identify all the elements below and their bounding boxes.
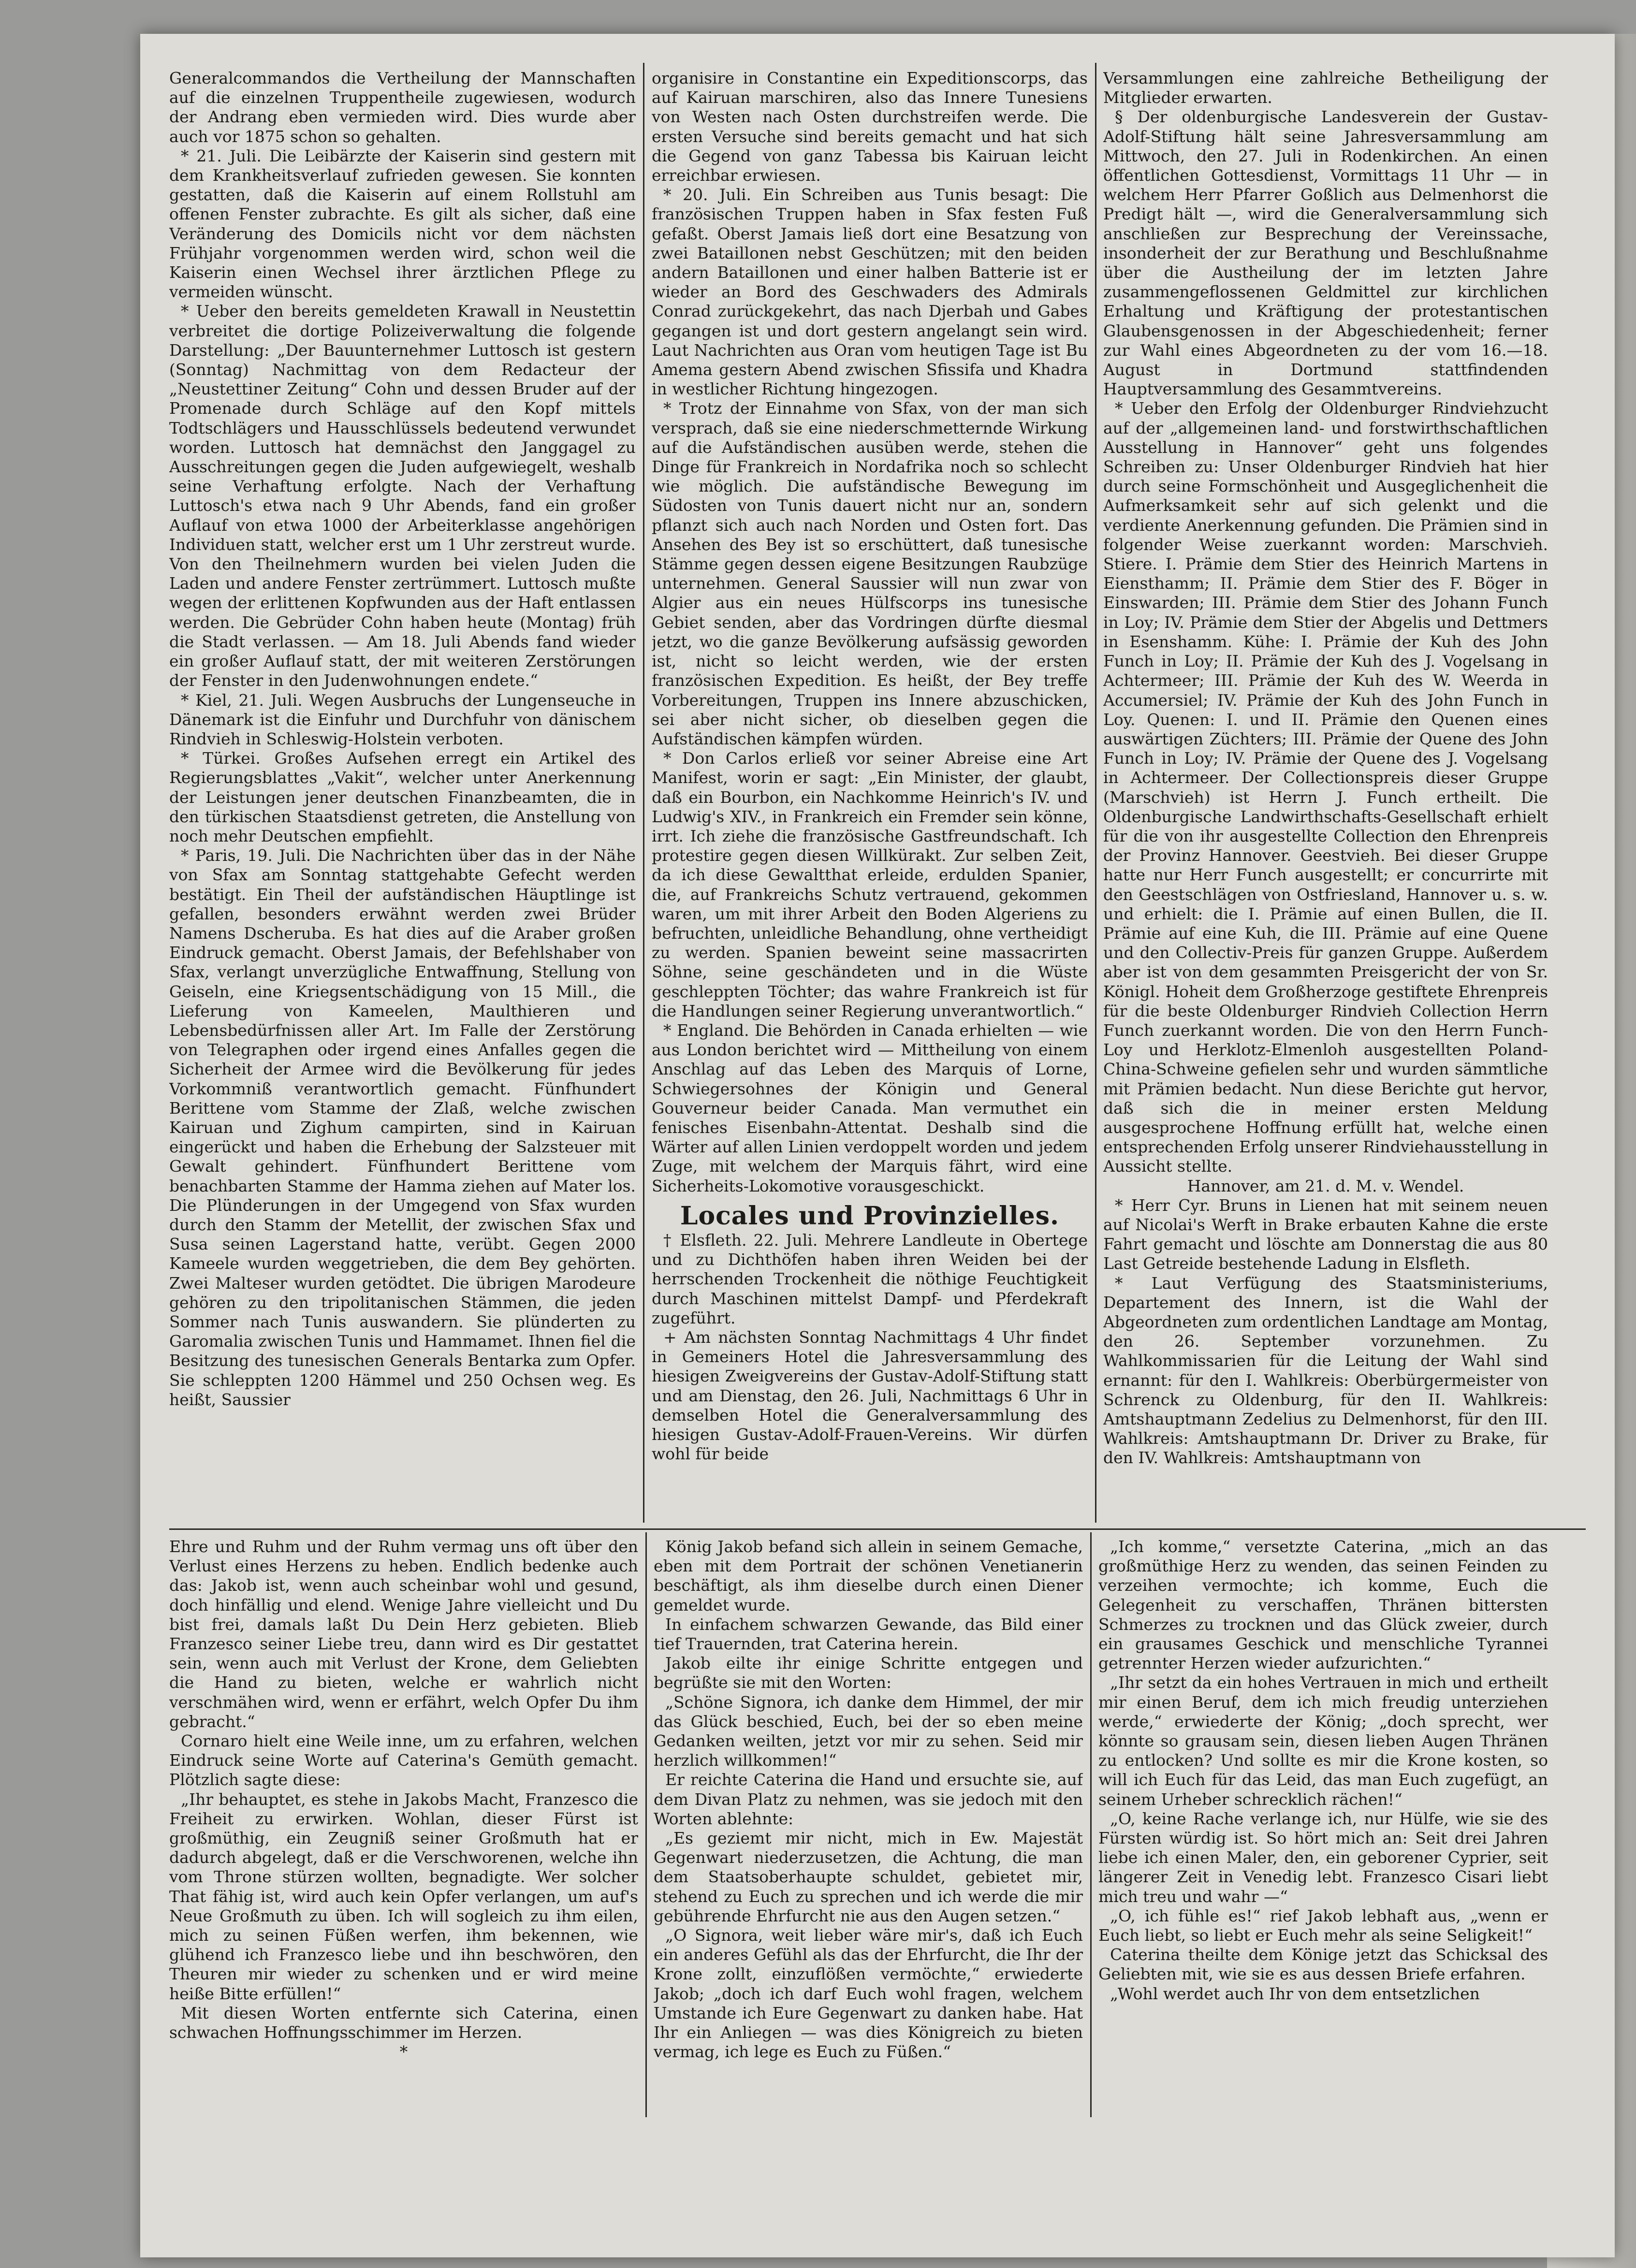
story-text: Ehre und Ruhm und der Ruhm vermag uns oft über den Verlust eines Herzens zu heben. Endlich bedenke auch das: Jakob ist, wenn auch scheinbar wohl und gesund, doch hinfällig und elend. Wenige Jahre vielleicht und Du bist frei, damals laßt Du Dein Herz gebieten. Blieb Franzesco seiner Liebe treu, dann wird es Dir gestattet sein, wenn auch mit Verlust der Krone, dem Geliebten die Hand zu bieten, welche er wahrlich nicht verschmähen wird, wenn er erfährt, welch Opfer Du ihm gebracht.“ xyxy=(169,1537,638,1731)
article-text: * Paris, 19. Juli. Die Nachrichten über das in der Nähe von Sfax am Sonntag stattgehabte Gefecht werden bestätigt. Ein Theil der aufständischen Häuptlinge ist gefallen, besonders erwähnt werden zwei Brüder Namens Dscheruba. Es hat dies auf die Araber großen Eindruck gemacht. Oberst Jamais, der Befehlshaber von Sfax, verlangt unverzügliche Entwaffnung, Stellung von Geiseln, eine Kriegsentschädigung von 15 Mill., die Lieferung von Kameelen, Maulthieren und Lebensbedürfnissen aller Art. Im Falle der Zerstörung von Telegraphen oder irgend eines Anfalles gegen die Sicherheit der Armee wird die Bevölkerung für jedes Vorkommniß verantwortlich gemacht. Fünfhundert Berittene vom Stamme der Zlaß, welche zwischen Kairuan und Zighum campirten, sind in Kairuan eingerückt und haben die Erhebung der Salzsteuer mit Gewalt gehindert. Fünfhundert Berittene vom benachbarten Stamme der Hamma ziehen auf Mater los. Die Plünderungen in der Umgegend von Sfax wurden durch den Stamm der Metellit, der zwischen Sfax und Susa seinen Lagerstand hatte, verübt. Gegen 2000 Kameele wurden weggetrieben, die dem Bey gehörten. Zwei Malteser wurden getödtet. Die übrigen Marodeure gehören zu den tripolitanischen Stämmen, die jeden Sommer nach Tunis auswandern. Sie plünderten zu Garomalia zwischen Tunis und Hammamet. Ihnen fiel die Besitzung des tunesischen Generals Bentarka zum Opfer. Sie schleppten 1200 Hämmel und 250 Ochsen weg. Es heißt, Saussier xyxy=(169,846,636,1409)
article-text: * 21. Juli. Die Leibärzte der Kaiserin sind gestern mit dem Krankheitsverlauf zufrieden gewesen. Sie konnten gestatten, daß die Kaiserin auf einem Rollstuhl am offenen Fenster zubrachte. Es gilt als sicher, daß eine Veränderung des Domicils nicht vor dem nächsten Frühjahr vorgenommen werden wird, schon weil die Kaiserin einen Wechsel ihrer ärztlichen Pflege zu vermeiden wünscht. xyxy=(169,146,636,302)
column-rule xyxy=(1090,1532,1092,2117)
top-column-3 xyxy=(1103,69,1548,1526)
story-text: „Es geziemt mir nicht, mich in Ew. Majestät Gegenwart niederzusetzen, die Achtung, die man dem Staatsoberhaupte schuldet, gebietet mir, stehend zu Euch zu sprechen und ich werde die mir gebührende Ehrfurcht nie aus den Augen setzen.“ xyxy=(654,1829,1083,1925)
article-text: * Ueber den bereits gemeldeten Krawall in Neustettin verbreitet die dortige Polizeiverwaltung die folgende Darstellung: „Der Bauunternehmer Luttosch ist gestern (Sonntag) Nachmittag von dem Redacteur der „Neustettiner Zeitung“ Cohn und dessen Bruder auf der Promenade durch Schläge auf den Kopf mittels Todtschlägers und Hausschlüssels bedeutend verwundet worden. Luttosch hat demnächst den Janggagel zu Ausschreitungen gegen die Juden aufgewiegelt, weshalb seine Verhaftung erfolgte. Nach der Verhaftung Luttosch's etwa nach 9 Uhr Abends, fand ein großer Auflauf von etwa 1000 der Arbeiterklasse angehörigen Individuen statt, welcher erst um 1 Uhr zerstreut wurde. Von den Theilnehmern wurden bei vielen Juden die Laden und andere Fenster zertrümmert. Luttosch mußte wegen der erlittenen Kopfwunden aus der Haft entlassen werden. Die Gebrüder Cohn haben heute (Montag) früh die Stadt verlassen. — Am 18. Juli Abends fand wieder ein großer Auflauf statt, der mit weiteren Zerstörungen der Fenster in den Judenwohnungen endete.“ xyxy=(169,302,636,690)
column-rule xyxy=(643,63,644,1523)
newspaper-page xyxy=(140,34,1615,2257)
article-text: * Kiel, 21. Juli. Wegen Ausbruchs der Lungenseuche in Dänemark ist die Einfuhr und Durchfuhr von dänischem Rindvieh in Schleswig-Holstein verboten. xyxy=(169,690,636,748)
article-text: * Don Carlos erließ vor seiner Abreise eine Art Manifest, worin er sagt: „Ein Minister, der glaubt, daß ein Bourbon, ein Nachkomme Heinrich's IV. und Ludwig's XIV., in Frankreich ein Fremder sein könne, irrt. Ich ziehe die französische Gastfreundschaft. Ich protestire gegen diesen Willkürakt. Zur selben Zeit, da ich diese Gewaltthat erleide, erdulden Spanier, die, auf Frankreichs Schutz vertrauend, gekommen waren, um mit ihrer Arbeit den Boden Algeriens zu befruchten, unleidliche Behandlung, ohne vertheidigt zu werden. Spanien beweint seine massacrirten Söhne, seine geschändeten und in die Wüste geschleppten Töchter; das wahre Frankreich ist für die Handlungen seiner Regierung unverantwortlich.“ xyxy=(652,749,1088,1020)
article-text: + Am nächsten Sonntag Nachmittags 4 Uhr findet in Gemeiners Hotel die Jahresversammlung des hiesigen Zweigvereins der Gustav-Adolf-Stiftung statt und am Dienstag, den 26. Juli, Nachmittags 6 Uhr in demselben Hotel die Generalversammlung des hiesigen Gustav-Adolf-Frauen-Vereins. Wir dürfen wohl für beide xyxy=(652,1328,1088,1464)
article-text: § Der oldenburgische Landesverein der Gustav-Adolf-Stiftung hält seine Jahresversammlung am Mittwoch, den 27. Juli in Rodenkirchen. An einen öffentlichen Gottesdienst, Vormittags 11 Uhr — in welchem Herr Pfarrer Goßlich aus Delmenhorst die Predigt hält —, wird die Generalversammlung sich anschließen zur Besprechung der Vereinssache, insonderheit der zur Berathung und Beschlußnahme über die Austheilung der im letzten Jahre zusammengeflossenen Geldmittel zur kirchlichen Erhaltung und Kräftigung der protestantischen Glaubensgenossen in der Abgeschiedenheit; ferner zur Wahl eines Abgeordneten zu der vom 16.—18. August in Dortmund stattfindenden Hauptversammlung des Gesammtvereins. xyxy=(1103,107,1548,399)
story-text: König Jakob befand sich allein in seinem Gemache, eben mit dem Portrait der schönen Venetianerin beschäftigt, als ihm dieselbe durch einen Diener gemeldet wurde. xyxy=(654,1537,1083,1614)
story-text: Caterina theilte dem Könige jetzt das Schicksal des Geliebten mit, wie sie es aus dessen Briefe erfahren. xyxy=(1098,1945,1548,1984)
story-text: Er reichte Caterina die Hand und ersuchte sie, auf dem Divan Platz zu nehmen, was sie jedoch mit den Worten ablehnte: xyxy=(654,1770,1083,1828)
story-text: Jakob eilte ihr einige Schritte entgegen und begrüßte sie mit den Worten: xyxy=(654,1654,1083,1692)
article-text: * Türkei. Großes Aufsehen erregt ein Artikel des Regierungsblattes „Vakit“, welcher unter Anerkennung der Leistungen jener deutschen Finanzbeamten, die in den türkischen Staatsdienst getreten, die Anstellung von noch mehr Deutschen empfiehlt. xyxy=(169,749,636,845)
section-break-mark: * xyxy=(399,2042,408,2062)
story-text: „O, ich fühle es!“ rief Jakob lebhaft aus, „wenn er Euch liebt, so liebt er Euch mehr als seine Seligkeit!“ xyxy=(1098,1906,1548,1945)
top-column-1 xyxy=(169,69,636,1526)
feuilleton-column-3 xyxy=(1098,1537,1548,2122)
article-text: † Elsfleth. 22. Juli. Mehrere Landleute in Obertege und zu Dichthöfen haben ihren Weiden bei der herrschenden Trockenheit die nöthige Feuchtigkeit durch Maschinen mittelst Dampf- und Pferdekraft zugeführt. xyxy=(652,1230,1088,1327)
article-text: Generalcommandos die Vertheilung der Mannschaften auf die einzelnen Truppentheile zugewiesen, wodurch der Andrang eben vermieden wird. Dies wurde aber auch vor 1875 schon so gehalten. xyxy=(169,69,636,146)
story-text: „Ich komme,“ versetzte Caterina, „mich an das großmüthige Herz zu wenden, das seinen Feinden zu verzeihen vermochte; ich komme, Euch die Gelegenheit zu verschaffen, Thränen bittersten Schmerzes zu trocknen und das Glück zweier, durch ein grausames Geschick und menschliche Tyrannei getrennter Herzen wieder aufzurichten.“ xyxy=(1098,1537,1548,1673)
column-rule xyxy=(645,1532,647,2117)
article-text: * Trotz der Einnahme von Sfax, von der man sich versprach, daß sie eine niederschmetternde Wirkung auf die Aufständischen ausüben werde, stehen die Dinge für Frankreich in Nordafrika noch so schlecht wie möglich. Die aufständische Bewegung im Südosten von Tunis dauert nicht nur an, sondern pflanzt sich auch nach Norden und Osten fort. Das Ansehen des Bey ist so erschüttert, daß tunesische Stämme gegen dessen eigene Besitzungen Raubzüge unternehmen. General Saussier will nun zwar von Algier aus ein neues Hülfscorps ins tunesische Gebiet senden, aber das Vordringen dürfte diesmal jetzt, wo die ganze Bevölkerung aufsässig geworden ist, nicht so leicht werden, wie der ersten französischen Expedition. Es heißt, der Bey treffe Vorbereitungen, Truppen ins Innere abzuschicken, sei aber nicht sicher, ob dieselben gegen die Aufständischen kämpfen würden. xyxy=(652,399,1088,748)
story-text: „O, keine Rache verlange ich, nur Hülfe, wie sie des Fürsten würdig ist. So hört mich an: Seit drei Jahren liebe ich einen Maler, den, ein geborener Cyprier, seit längerer Zeit in Venedig lebt. Franzesco Cisari liebt mich treu und wahr —“ xyxy=(1098,1809,1548,1906)
story-text: Cornaro hielt eine Weile inne, um zu erfahren, welchen Eindruck seine Worte auf Caterina's Gemüth gemacht. Plötzlich sagte diese: xyxy=(169,1731,638,1789)
article-text: * Laut Verfügung des Staatsministeriums, Departement des Innern, ist die Wahl der Abgeordneten zum ordentlichen Landtage am Montag, den 26. September vorzunehmen. Zu Wahlkommissarien für die Leitung der Wahl sind ernannt: für den I. Wahlkreis: Oberbürgermeister von Schrenck zu Oldenburg, für den II. Wahlkreis: Amtshauptmann Zedelius zu Delmenhorst, für den III. Wahlkreis: Amtshauptmann Dr. Driver zu Brake, für den IV. Wahlkreis: Amtshauptmann von xyxy=(1103,1273,1548,1468)
column-rule xyxy=(1095,63,1096,1523)
article-text: Versammlungen eine zahlreiche Betheiligung der Mitglieder erwarten. xyxy=(1103,69,1548,107)
story-text: „O Signora, weit lieber wäre mir's, daß ich Euch ein anderes Gefühl als das der Ehrfurcht, die Ihr der Krone zollt, einzuflößen vermöchte,“ erwiederte Jakob; „doch ich darf Euch wohl fragen, welchem Umstande ich Eure Gegenwart zu danken habe. Hat Ihr ein Anliegen — was dies Königreich zu bieten vermag, ich lege es Euch zu Füßen.“ xyxy=(654,1926,1083,2062)
story-text: „Schöne Signora, ich danke dem Himmel, der mir das Glück beschied, Euch, bei der so eben meine Gedanken weilten, jetzt vor mir zu sehen. Seid mir herzlich willkommen!“ xyxy=(654,1692,1083,1770)
article-text: organisire in Constantine ein Expeditionscorps, das auf Kairuan marschiren, also das Innere Tunesiens von Westen nach Osten durchstreifen werde. Die ersten Versuche sind bereits gemacht und hat sich die Gegend von ganz Tabessa bis Kairuan leicht erreichbar erwiesen. xyxy=(652,69,1088,185)
story-text: Mit diesen Worten entfernte sich Caterina, einen schwachen Hoffnungsschimmer im Herzen. xyxy=(169,2003,638,2042)
feuilleton-column-1 xyxy=(169,1537,638,2122)
feuilleton-column-2 xyxy=(654,1537,1083,2122)
story-text: „Ihr behauptet, es stehe in Jakobs Macht, Franzesco die Freiheit zu erwirken. Wohlan, dieser Fürst ist großmüthig, ein Zeugniß seiner Großmuth hat er dadurch abgelegt, daß er die Verschworenen, welche ihn vom Throne stürzen wollten, begnadigte. Wer solcher That fähig ist, wird auch kein Opfer verlangen, um auf's Neue Großmuth zu üben. Ich will sogleich zu ihm eilen, mich zu seinen Füßen werfen, ihm bekennen, wie glühend ich Franzesco liebe und ihn beschwören, den Theuren mir wieder zu schenken und er wird meine heiße Bitte erfüllen!“ xyxy=(169,1789,638,2003)
section-title: Locales und Provinzielles. xyxy=(680,1201,1060,1231)
article-text: * 20. Juli. Ein Schreiben aus Tunis besagt: Die französischen Truppen haben in Sfax festen Fuß gefaßt. Oberst Jamais ließ dort eine Besatzung von zwei Bataillonen nebst Geschützen; mit den beiden andern Bataillonen und einer halben Batterie ist er wieder an Bord des Geschwaders des Admirals Conrad zurückgekehrt, das nach Djerbah und Gabes gegangen ist und dort gestern angelangt sein wird. Laut Nachrichten aus Oran vom heutigen Tage ist Bu Amema gestern Abend zwischen Sfissifa und Khadra in westlicher Richtung hingezogen. xyxy=(652,185,1088,399)
article-text: * England. Die Behörden in Canada erhielten — wie aus London berichtet wird — Mittheilung von einem Anschlag auf das Leben des Marquis of Lorne, Schwiegersohnes der Königin und General Gouverneur beider Canada. Man vermuthet ein fenisches Eisenbahn-Attentat. Deshalb sind die Wärter auf allen Linien verdoppelt worden und jedem Zuge, mit welchem der Marquis fährt, wird eine Sicherheits-Lokomotive vorausgeschickt. xyxy=(652,1020,1088,1195)
article-text: * Herr Cyr. Bruns in Lienen hat mit seinem neuen auf Nicolai's Werft in Brake erbauten Kahne die erste Fahrt gemacht und löschte am Donnerstag die aus 80 Last Getreide bestehende Ladung in Elsfleth. xyxy=(1103,1195,1548,1273)
signature-line: Hannover, am 21. d. M. v. Wendel. xyxy=(1187,1176,1464,1195)
feuilleton-separator xyxy=(169,1528,1586,1530)
story-text: „Ihr setzt da ein hohes Vertrauen in mich und ertheilt mir einen Beruf, dem ich mich freudig unterziehen werde,“ erwiederte der König; „doch sprecht, wer könnte so grausam sein, diesen lieben Augen Thränen zu entlocken? Und sollte es mir die Krone kosten, so will ich Euch für das Leid, das man Euch zugefügt, an seinem Urheber schrecklich rächen!“ xyxy=(1098,1673,1548,1809)
story-text: „Wohl werdet auch Ihr von dem entsetzlichen xyxy=(1110,1984,1480,2003)
story-text: In einfachem schwarzen Gewande, das Bild einer tief Trauernden, trat Caterina herein. xyxy=(654,1614,1083,1654)
article-text: * Ueber den Erfolg der Oldenburger Rindviehzucht auf der „allgemeinen land- und forstwirthschaftlichen Ausstellung in Hannover“ geht uns folgendes Schreiben zu: Unser Oldenburger Rindvieh hat hier durch seine Formschönheit und Ausgeglichenheit die Aufmerksamkeit sehr auf sich gelenkt und die verdiente Anerkennung gefunden. Die Prämien sind in folgender Weise zuerkannt worden: Marschvieh. Stiere. I. Prämie dem Stier des Heinrich Martens in Eiensthamm; II. Prämie dem Stier des F. Böger in Einswarden; III. Prämie dem Stier des Johann Funch in Loy; IV. Prämie dem Stier der Abgelis und Dettmers in Esenshamm. Kühe: I. Prämie der Kuh des John Funch in Loy; II. Prämie der Kuh des J. Vogelsang in Achtermeer; III. Prämie der Kuh des W. Weerda in Accumersiel; IV. Prämie der Kuh des John Funch in Loy. Quenen: I. und II. Prämie den Quenen eines auswärtigen Züchters; III. Prämie der Quene des John Funch in Loy; IV. Prämie der Quene des J. Vogelsang in Achtermeer. Der Collectionspreis dieser Gruppe (Marschvieh) ist Herrn J. Funch ertheilt. Die Oldenburgische Landwirthschafts-Gesellschaft erhielt für die von ihr ausgestellte Collection den Ehrenpreis der Provinz Hannover. Geestvieh. Bei dieser Gruppe hatte nur Herr Funch ausgestellt; er concurrirte mit den Geestschlägen von Ostfriesland, Hannover u. s. w. und erhielt: die I. Prämie auf einen Bullen, die II. Prämie auf eine Kuh, die III. Prämie auf eine Quene und den Collectiv-Preis für ganzen Gruppe. Außerdem aber ist von dem gesammten Preisgericht der von Sr. Königl. Hoheit dem Großherzoge gestiftete Ehrenpreis für die beste Oldenburger Rindvieh Collection Herrn Funch zuerkannt worden. Die von den Herrn Funch-Loy und Herklotz-Elmenloh ausgestellten Poland-China-Schweine gefielen sehr und wurden sämmtliche mit Prämien bedacht. Nun diese Berichte gut hervor, daß sich die in meiner ersten Meldung ausgesprochene Hoffnung erfüllt hat, welche einen entsprechenden Erfolg unserer Rindviehausstellung in Aussicht stellte. xyxy=(1103,399,1548,1176)
top-column-2 xyxy=(652,69,1088,1526)
